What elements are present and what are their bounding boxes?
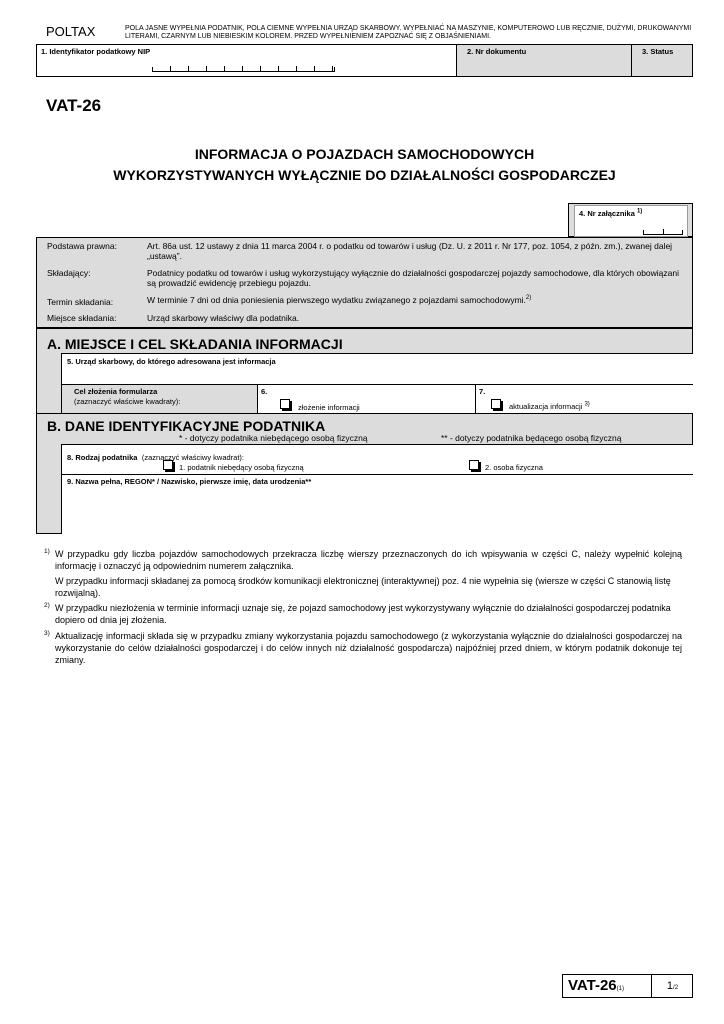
section-b-heading: B. DANE IDENTYFIKACYJNE PODATNIKA: [47, 418, 326, 434]
footer-page-cell: [651, 975, 693, 997]
update-option-text: aktualizacja informacji: [509, 402, 583, 411]
footnote-2-mark: 2): [44, 602, 50, 609]
legal-person-note: * - dotyczy podatnika niebędącego osobą fizyczną: [179, 433, 368, 443]
update-option-label: [509, 402, 590, 411]
full-name-label: 9. Nazwa pełna, REGON* / Nazwisko, pierwsze imię, data urodzenia**: [67, 477, 312, 486]
deadline-label: Termin składania:: [47, 297, 114, 307]
taxpayer-type-text: 8. Rodzaj podatnika: [67, 453, 138, 462]
footer-form-code: [568, 977, 624, 995]
form-title-line1: INFORMACJA O POJAZDACH SAMOCHODOWYCH: [194, 146, 535, 162]
footnote-2: W przypadku niezłożenia w terminie informacji uznaje się, że pojazd samochodowy jest wykorzystywany wyłącznie do działalności gospodarczej podatnika dopiero od dnia jej złożenia.: [55, 603, 671, 625]
purpose-hint: (zaznaczyć właściwe kwadraty):: [74, 397, 181, 406]
status-label: 3. Status: [642, 47, 674, 56]
poltax-label: POLTAX: [46, 24, 96, 39]
attachment-number-label: [579, 209, 642, 218]
purpose-row: [61, 384, 693, 414]
footer-form-code-box: [562, 974, 693, 998]
place-label: Miejsce składania:: [47, 313, 117, 323]
submitter-label: Składający:: [47, 268, 91, 278]
footer-version: (1): [616, 986, 624, 992]
taxpayer-type-hint: (zaznaczyć właściwy kwadrat):: [141, 453, 244, 462]
field7-number: 7.: [479, 387, 486, 396]
footer-page-total: /2: [673, 985, 679, 991]
filling-instructions: POLA JASNE WYPEŁNIA PODATNIK, POLA CIEMNE WYPEŁNIA URZĄD SKARBOWY. WYPEŁNIAĆ NA MASZYNIE, KOMPUTEROWO LUB RĘCZNIE, DUŻYMI, DRUKOWANYMI LITERAMI, CZARNYM LUB NIEBIESKIM KOLOREM. PRZED WYPEŁNIENIEM ZAPOZNAĆ SIĘ Z OBJAŚNIENIAMI.: [125, 25, 692, 40]
natural-person-label: 2. osoba fizyczna: [485, 463, 543, 472]
update-option-sup: 3): [584, 401, 590, 408]
status-field: [632, 45, 692, 76]
footnote-3-mark: 3): [44, 630, 50, 637]
taxpayer-type-field[interactable]: [61, 444, 693, 474]
section-a: [36, 328, 693, 414]
attachment-number-field: [568, 203, 693, 237]
place-text: Urząd skarbowy właściwy dla podatnika.: [147, 313, 300, 323]
footnote-1a: W przypadku gdy liczba pojazdów samochodowych przekracza liczbę wierszy przeznaczonych do ich wpisywania w części C, należy wypełnić kolejną informację i oznaczyć ją odpowiednim numerem załącznika.: [55, 549, 682, 571]
full-name-field[interactable]: [61, 474, 693, 534]
legal-basis-text: Art. 86a ust. 12 ustawy z dnia 11 marca 2004 r. o podatku od towarów i usług (Dz. U. z 2011 r. Nr 177, poz. 1054, z późn. zm.), zwanej dalej „ustawą”.: [147, 241, 673, 261]
form-title-line2: WYKORZYSTYWANYCH WYŁĄCZNIE DO DZIAŁALNOŚCI GOSPODARCZEJ: [113, 167, 616, 183]
section-b: [36, 413, 693, 534]
form-code: VAT-26: [46, 96, 102, 115]
submit-checkbox[interactable]: [280, 399, 290, 409]
nip-comb: [152, 67, 335, 72]
footnote-1b: W przypadku informacji składanej za pomocą środków komunikacji elektronicznej (interaktywnej) poz. 4 nie wypełnia się (wiersze w części C stanowią listę rozwijalną).: [55, 576, 671, 598]
natural-person-note: ** - dotyczy podatnika będącego osobą fizyczną: [441, 433, 622, 443]
attachment-number-sup: 1): [636, 208, 643, 215]
non-natural-person-checkbox[interactable]: [163, 460, 173, 470]
section-a-heading: A. MIEJSCE I CEL SKŁADANIA INFORMACJI: [47, 336, 343, 352]
deadline-text: [147, 295, 685, 305]
submit-option-label: złożenie informacji: [298, 403, 360, 412]
footer-page-number: 1: [666, 980, 674, 992]
legal-basis-label: Podstawa prawna:: [47, 241, 117, 251]
tax-office-label: 5. Urząd skarbowy, do którego adresowana jest informacja: [67, 357, 276, 366]
attachment-number-box[interactable]: [574, 205, 688, 237]
attachment-number-comb: [643, 230, 683, 235]
deadline-text-main: W terminie 7 dni od dnia poniesienia pierwszego wydatku związanego z pojazdami samochodowymi.: [147, 295, 526, 305]
field6-number: 6.: [261, 387, 268, 396]
document-number-label: 2. Nr dokumentu: [467, 47, 527, 56]
submitter-text: Podatnicy podatku od towarów i usług wykorzystujący wyłącznie do działalności gospodarczej pojazdy samochodowe, dla których obowiązani są prowadzić ewidencję przebiegu pojazdu.: [147, 268, 680, 288]
option-submit-cell[interactable]: [257, 385, 475, 414]
footnote-3: Aktualizację informacji składa się w przypadku zmiany wykorzystania pojazdu samochodowego (z wykorzystania wyłącznie do działalności gospodarczej na wykorzystanie do celów działalności gospodarczej i do celów innych niż działalność gospodarcza) najpóźniej przed dniem, w którym podatnik dokonuje tej zmiany.: [55, 631, 682, 665]
header-fields: [36, 44, 693, 77]
nip-field[interactable]: [37, 45, 457, 76]
legal-info-box: [36, 237, 693, 328]
tax-office-field[interactable]: [61, 353, 693, 384]
non-natural-person-label: 1. podatnik niebędący osobą fizyczną: [179, 463, 304, 472]
attachment-number-text: 4. Nr załącznika: [579, 209, 635, 218]
update-checkbox[interactable]: [491, 399, 501, 409]
document-number-field: [457, 45, 632, 76]
purpose-label: Cel złożenia formularza: [74, 387, 158, 396]
deadline-sup: 2): [525, 295, 532, 302]
option-update-cell[interactable]: [475, 385, 694, 414]
footnote-1-mark: 1): [44, 548, 50, 555]
natural-person-checkbox[interactable]: [469, 460, 479, 470]
footer-code-text: VAT-26: [568, 977, 617, 994]
nip-label: 1. Identyfikator podatkowy NIP: [41, 47, 151, 56]
